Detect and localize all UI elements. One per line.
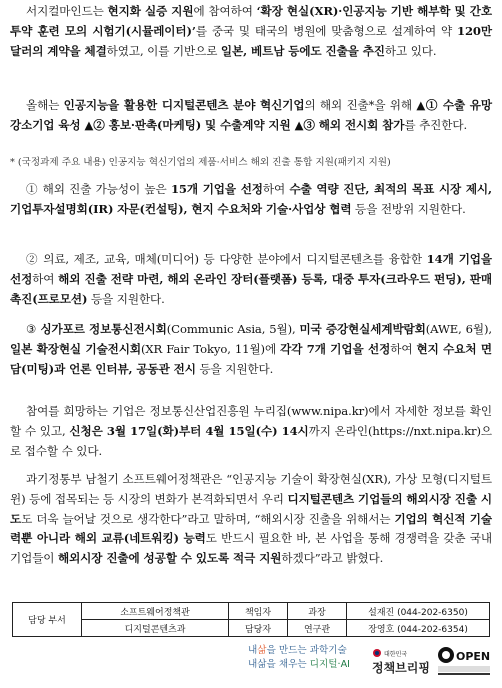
contact-dept: 디지털콘텐츠과 bbox=[82, 620, 229, 637]
p1-text-c: 에 참여하여 bbox=[193, 4, 257, 18]
paragraph-this-year bbox=[10, 96, 492, 136]
p3-bold-b: 15개 기업을 선정 bbox=[170, 182, 263, 196]
open-logo bbox=[436, 642, 492, 678]
svg-text:대한민국: 대한민국 bbox=[384, 651, 408, 658]
p4-text-e: 등을 지원한다. bbox=[87, 291, 165, 306]
svg-text:정책브리핑: 정책브리핑 bbox=[372, 661, 430, 675]
p5-text-a: ③ bbox=[26, 322, 41, 336]
slogan bbox=[248, 644, 350, 672]
paragraph-case-study bbox=[10, 2, 492, 61]
paragraph-item-2 bbox=[10, 250, 492, 309]
slogan2-pre: 내삶을 채우는 bbox=[248, 659, 310, 670]
p1-text-i: 하고 있다. bbox=[384, 43, 437, 58]
contact-person: 설재진 (044-202-6350) bbox=[347, 603, 490, 620]
p6-text-c: 까지 온라인(https://nxt.nipa.kr)으로 접수할 수 있다. bbox=[10, 423, 492, 458]
p5-text-g: (XR Fair Tokyo, 11월)에 bbox=[140, 341, 281, 356]
p4-text-a: ② 의료, 제조, 교육, 매체(미디어) 등 다양한 분야에서 디지털콘텐츠를 융합한 bbox=[26, 252, 427, 266]
p4-bold-d: 해외 진출 전략 마련, 해외 온라인 장터(플랫폼) 등록, 대중 투자(크라우드 펀딩), 판매촉진(프로모션) bbox=[10, 271, 492, 306]
contact-role: 책임자 bbox=[229, 603, 288, 620]
footnote: * (국정과제 주요 내용) 인공지능 혁신기업의 제품·서비스 해외 진출 통합 지원(패키지 지원) bbox=[10, 157, 391, 168]
p5-bold-j: 현지 수요처 면담(미팅)과 언론 인터뷰, 공동관 전시 bbox=[10, 341, 492, 376]
p6-bold-b: 신청은 3월 17일(화)부터 4월 15일(수) 14시 bbox=[69, 423, 309, 438]
contact-row bbox=[13, 603, 490, 620]
p4-bold-b: 14개 기업을 선정 bbox=[10, 252, 492, 286]
p2-bold-b: 인공지능을 활용한 디지털콘텐츠 분야 혁신기업 bbox=[63, 98, 305, 112]
p1-text-a: 서지컬마인드는 bbox=[26, 4, 108, 18]
p5-bold-d: 미국 증강현실세계박람회 bbox=[299, 322, 426, 336]
p3-bold-d: 수출 역량 진단, 최적의 목표 시장 제시, 기업투자설명회(IR) 자문(컨설팅), 현지 수요처와 기술·사업상 협력 bbox=[10, 182, 492, 216]
p5-text-i: 하여 bbox=[390, 341, 417, 356]
slogan2-hl: 디지털·AI bbox=[309, 659, 350, 670]
paragraph-item-3 bbox=[10, 320, 492, 379]
p1-bold-d: ‘확장 현실(XR)·인공지능 기반 해부학 및 간호 투약 훈련 모의 시험기(시뮬레이터)’ bbox=[10, 4, 492, 38]
p3-text-c: 하여 bbox=[262, 182, 290, 196]
p5-text-c: (Communic Asia, 5월), bbox=[166, 322, 300, 336]
p6-text-a: 참여를 희망하는 기업은 정보통신산업진흥원 누리집(www.nipa.kr)에서 자세한 정보를 확인할 수 있고, bbox=[10, 404, 492, 438]
contact-title: 과장 bbox=[288, 603, 347, 620]
contact-person: 장영호 (044-202-6354) bbox=[347, 620, 490, 637]
p3-text-e: 등을 전방위 지원한다. bbox=[351, 201, 466, 216]
contact-title: 연구관 bbox=[288, 620, 347, 637]
p1-text-g: 하였고, 이를 기반으로 bbox=[106, 43, 221, 58]
slogan1-pre: 내 bbox=[248, 645, 258, 656]
p5-bold-h: 각각 7개 기업을 선정 bbox=[280, 341, 391, 356]
contact-table bbox=[12, 602, 490, 637]
p1-bold-f: 120만 달러의 계약을 체결 bbox=[10, 23, 492, 58]
slogan-line-1 bbox=[248, 644, 350, 658]
slogan1-hl: 삶 bbox=[257, 645, 267, 656]
p2-bold-d: ▲① 수출 유망 강소기업 육성 ▲② 홍보·판촉(마케팅) 및 수출계약 지원 ▲③ 해외 전시회 참가 bbox=[10, 98, 492, 132]
p5-text-k: 등을 지원한다. bbox=[195, 361, 274, 376]
p7-bold-f: 해외시장 진출에 성공할 수 있도록 적극 지원 bbox=[57, 551, 282, 566]
policy-briefing-logo bbox=[370, 642, 430, 678]
p5-bold-b: 싱가포르 정보통신전시회 bbox=[40, 322, 167, 336]
p4-text-c: 하여 bbox=[32, 271, 59, 286]
p7-bold-b: 디지털콘텐츠 기업들의 해외시장 진출 시도 bbox=[10, 491, 492, 526]
contact-row bbox=[13, 620, 490, 637]
paragraph-application bbox=[10, 402, 492, 461]
p7-bold-d: 기업의 혁신적 기술력뿐 아니라 해외 교류(네트워킹) 능력 bbox=[10, 511, 492, 546]
p1-bold-b: 현지화 실증 지원 bbox=[107, 4, 194, 18]
slogan-line-2 bbox=[248, 658, 350, 672]
svg-text:OPEN: OPEN bbox=[456, 650, 491, 663]
p7-text-c: 도 더욱 늘어날 것으로 생각한다”라고 말하며, “해외시장 진출을 위해서는 bbox=[21, 511, 395, 526]
contact-dept: 소프트웨어정책관 bbox=[82, 603, 229, 620]
contact-label: 담당 부서 bbox=[13, 603, 82, 637]
p2-text-e: 를 추진한다. bbox=[404, 117, 468, 132]
p1-bold-h: 일본, 베트남 등에도 진출을 추진 bbox=[220, 43, 385, 58]
p7-text-g: 하겠다”라고 밝혔다. bbox=[281, 551, 384, 566]
p7-text-a: 과기정통부 남철기 소프트웨어정책관은 “인공지능 기술이 확장현실(XR), 가상 모형(디지털트윈) 등에 접목되는 등 시장의 변화가 본격화되면서 우리 bbox=[10, 472, 492, 506]
p2-text-a: 올해는 bbox=[26, 98, 64, 112]
p5-bold-f: 일본 확장현실 기술전시회 bbox=[10, 341, 141, 356]
p7-text-e: 도 반드시 필요한 바, 본 사업을 통해 경쟁력을 갖춘 국내기업들이 bbox=[10, 531, 492, 566]
slogan1-post: 을 만드는 과학기술 bbox=[266, 645, 347, 656]
paragraph-quote bbox=[10, 470, 492, 569]
paragraph-item-1 bbox=[10, 180, 492, 220]
p2-text-c: 의 해외 진출*을 위해 bbox=[304, 98, 417, 112]
p3-text-a: ① 해외 진출 가능성이 높은 bbox=[26, 182, 171, 196]
contact-role: 담당자 bbox=[229, 620, 288, 637]
p5-text-e: (AWE, 6월), bbox=[425, 322, 492, 336]
footer bbox=[0, 640, 502, 688]
p1-text-e: 를 중국 및 태국의 병원에 맞춤형으로 설계하여 약 bbox=[195, 23, 457, 38]
